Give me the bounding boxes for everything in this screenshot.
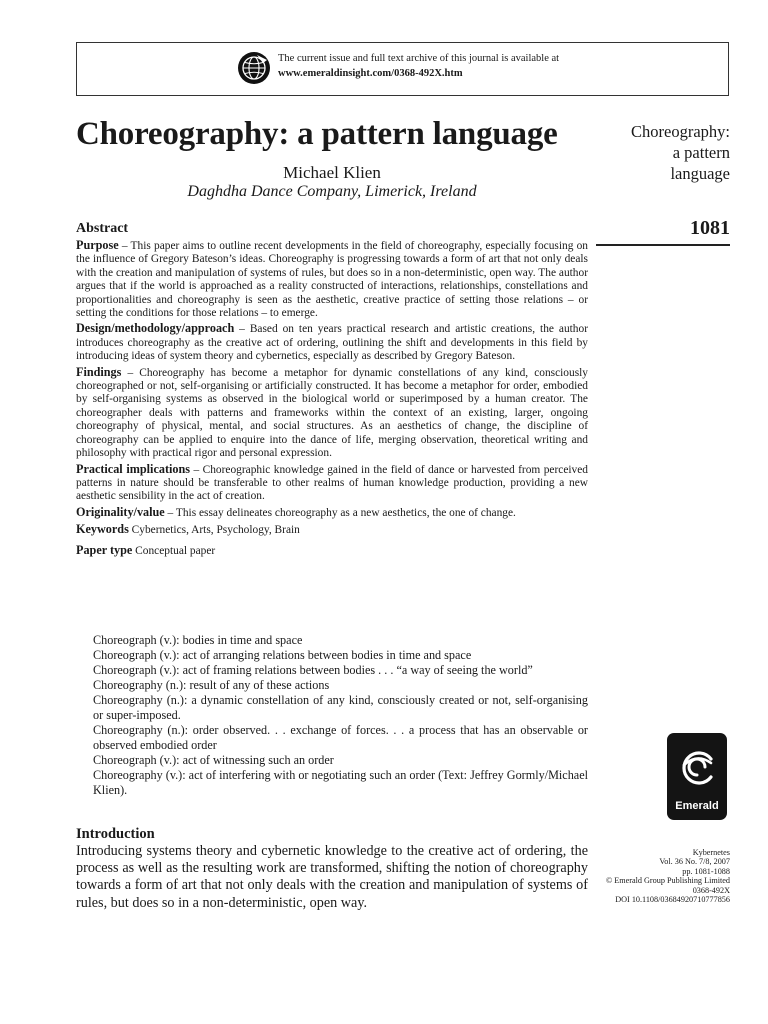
abstract-heading: Abstract bbox=[76, 221, 129, 236]
abstract-section-text: – Choreography has become a metaphor for dynamic constellations of any kind, consciously choreographed or not, self-organising or artificially constructed. It has become a metaphor for order, embodied by self-organising systems as observed in the biological world or superimposed by a human creator. The choreographer deals with patterns and frameworks within the context of an existing, larger, ongoing choreography of physical, mental, and social structures. As an aesthetics of change, the discipline of choreography can be applied to enquire into the dance of life, merging observation, theoretical writing and philosophy with practical rigor and personal expression. bbox=[76, 366, 588, 460]
definition-item: Choreography (n.): a dynamic constellation of any kind, consciously created or not, self-organising or super-imposed. bbox=[93, 693, 588, 722]
journal-url-link[interactable]: www.emeraldinsight.com/0368-492X.htm bbox=[278, 68, 463, 79]
keywords-line bbox=[76, 523, 588, 537]
paper-title: Choreography: a pattern language bbox=[76, 116, 558, 152]
citation-doi: DOI 10.1108/03684920710777856 bbox=[615, 895, 730, 905]
keywords-label: Keywords bbox=[76, 522, 129, 537]
emerald-swirl-icon bbox=[667, 733, 727, 803]
abstract-section-text: – Choreographic knowledge gained in the field of dance or harvested from perceived patterns in nature should be transferable to other realms of human knowledge production, providing a new aesthetic sensibility in the act of creation. bbox=[76, 463, 589, 503]
abstract-section-label: Design/methodology/approach bbox=[76, 321, 235, 336]
citation-pages: pp. 1081-1088 bbox=[682, 866, 730, 876]
definitions-block bbox=[93, 633, 588, 798]
paper-type-label: Paper type bbox=[76, 542, 133, 557]
abstract-body bbox=[76, 239, 588, 564]
abstract-section-label: Findings bbox=[76, 364, 122, 379]
running-head-line: Choreography: bbox=[631, 122, 730, 141]
running-head bbox=[600, 121, 730, 184]
introduction-heading: Introduction bbox=[76, 826, 155, 842]
definition-item: Choreograph (v.): act of witnessing such an order bbox=[93, 753, 334, 767]
abstract-design-methodology bbox=[76, 322, 588, 363]
access-notice-text: The current issue and full text archive of this journal is available at bbox=[278, 53, 560, 64]
emerald-logo-text: Emerald bbox=[675, 800, 719, 812]
page-number-rule bbox=[596, 244, 730, 246]
introduction-text: Introducing systems theory and cybernetic knowledge to the creative act of ordering, the process as well as the resulting work are transformed, shifting the notion of choreography towards a form of art that not only deals with the creation and manipulation of systems of rules, but does so in a non-deterministic, open way. bbox=[76, 843, 588, 911]
abstract-section-label: Practical implications bbox=[76, 461, 191, 476]
citation-copyright: © Emerald Group Publishing Limited bbox=[605, 876, 730, 886]
abstract-practical-implications bbox=[76, 463, 588, 504]
definition-item: Choreograph (v.): bodies in time and space bbox=[93, 633, 303, 647]
page-number: 1081 bbox=[690, 217, 730, 239]
running-head-line: language bbox=[670, 164, 730, 183]
abstract-findings bbox=[76, 366, 588, 461]
abstract-section-label: Purpose bbox=[76, 238, 119, 252]
abstract-section-text: – This paper aims to outline recent developments in the field of choreography, especially focusing on the influence of Gregory Bateson’s ideas. Choreography is progressing towards a form of art that not only deals with the creation and manipulation of systems of rules, but does so in a non-deterministic, open way. The author argues that if the world is approached as a reality constructed of interactions, relationships, constellations and proportionalities and choreography is seen as the aesthetic, creative practice of setting those relations – or setting the conditions for those relations – to emerge. bbox=[76, 240, 588, 320]
definition-item: Choreograph (v.): act of arranging relations between bodies in time and space bbox=[93, 648, 472, 662]
abstract-section-text: – This essay delineates choreography as a new aesthetics, the one of change. bbox=[164, 506, 516, 519]
running-head-line: a pattern bbox=[672, 143, 730, 162]
definition-item: Choreography (n.): result of any of these actions bbox=[93, 678, 330, 692]
definition-item: Choreography (n.): order observed. . . exchange of forces. . . a process that has an observable or observed embodied order bbox=[93, 723, 588, 752]
definition-item: Choreograph (v.): act of framing relations between bodies . . . “a way of seeing the world” bbox=[93, 663, 533, 677]
author-name: Michael Klien bbox=[283, 163, 381, 182]
citation-issn: 0368-492X bbox=[692, 885, 730, 895]
paper-type-line bbox=[76, 544, 588, 558]
paper-type-text: Conceptual paper bbox=[132, 544, 216, 557]
citation-journal: Kybernetes bbox=[692, 848, 730, 857]
keywords-text: Cybernetics, Arts, Psychology, Brain bbox=[128, 524, 300, 537]
citation-volume: Vol. 36 No. 7/8, 2007 bbox=[659, 857, 730, 867]
definition-item: Choreography (v.): act of interfering with or negotiating such an order (Text: Jeffrey Gormly/Michael Klien). bbox=[93, 768, 588, 797]
author-affiliation: Daghdha Dance Company, Limerick, Ireland bbox=[187, 183, 477, 200]
abstract-section-text: – Based on ten years practical research and artistic creations, the author introduces choreography as the creative act of ordering, outlining the shift and developments in this field by introducing ideas of system theory and cybernetics, especially as described by Gregory Bateson. bbox=[76, 323, 588, 363]
abstract-purpose bbox=[76, 239, 588, 320]
globe-icon bbox=[237, 51, 271, 85]
abstract-section-label: Originality/value bbox=[76, 504, 165, 519]
abstract-originality-value bbox=[76, 506, 588, 520]
